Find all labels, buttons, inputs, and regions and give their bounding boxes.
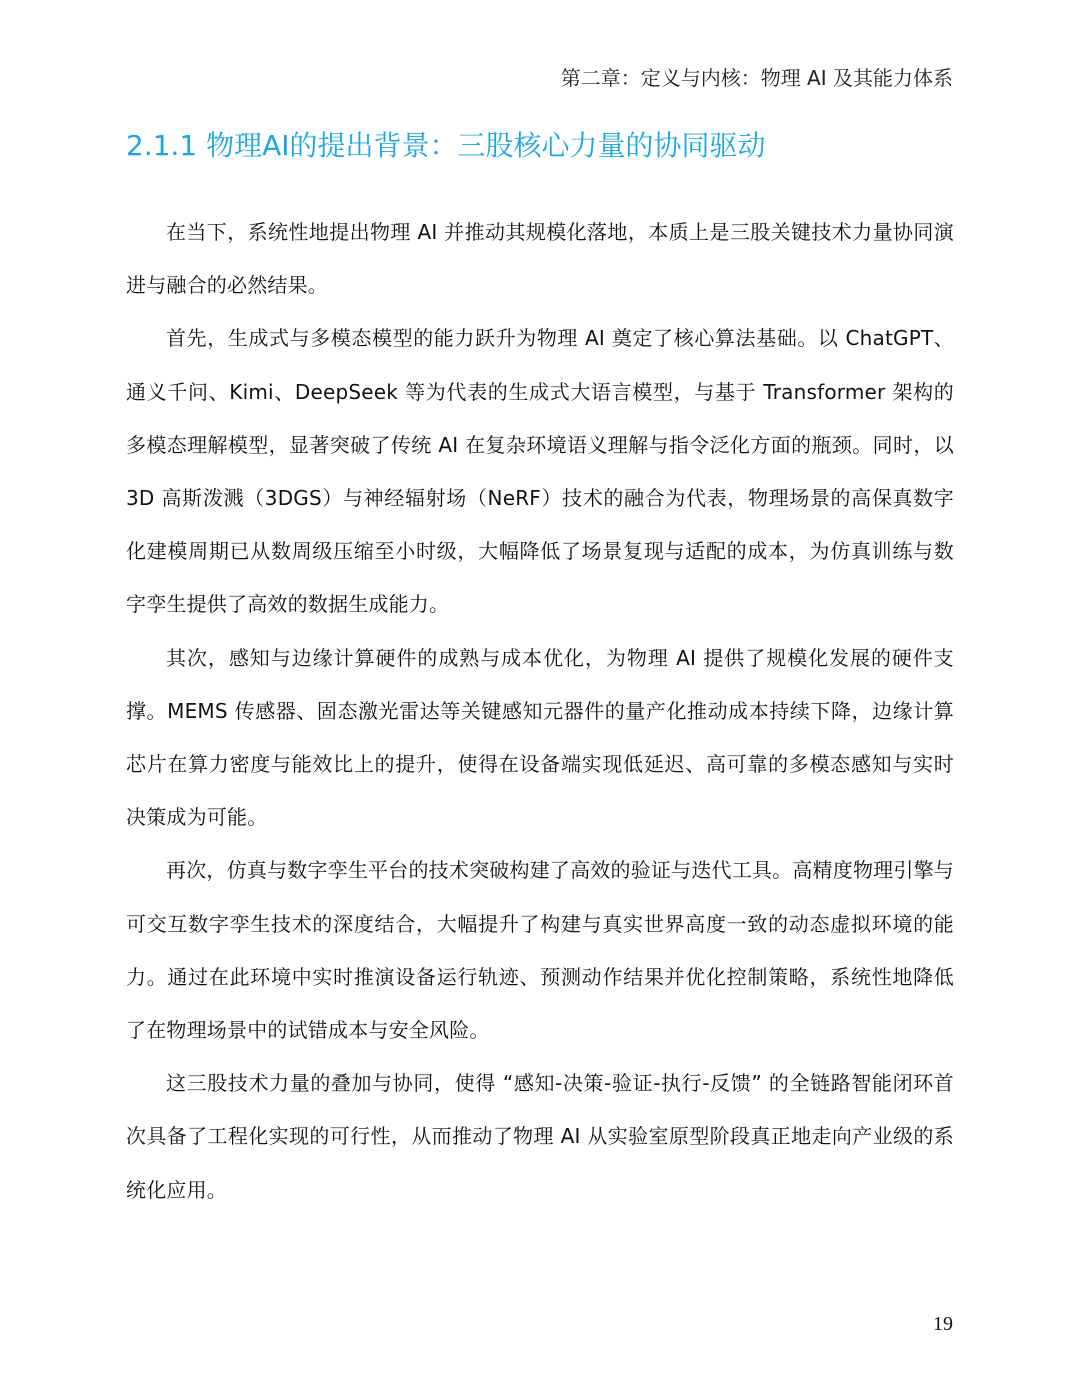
paragraph-intro: 在当下，系统性地提出物理 AI 并推动其规模化落地，本质上是三股关键技术力量协同演进与融合的必然结果。 [126, 220, 954, 298]
paragraph-second-force: 其次，感知与边缘计算硬件的成熟与成本优化，为物理 AI 提供了规模化发展的硬件支撑。MEMS 传感器、固态激光雷达等关键感知元器件的量产化推动成本持续下降，边缘计算芯片在算力密度与能效比上的提升，使得在设备端实现低延迟、高可靠的多模态感知与实时决策成为可能。 [126, 645, 954, 830]
section-heading: 2.1.1 物理AI的提出背景：三股核心力量的协同驱动 [126, 129, 766, 162]
page-number: 19 [933, 1313, 953, 1335]
page-header-chapter-title: 第二章：定义与内核：物理 AI 及其能力体系 [560, 66, 953, 90]
paragraph-conclusion: 这三股技术力量的叠加与协同，使得 “感知-决策-验证-执行-反馈” 的全链路智能闭环首次具备了工程化实现的可行性，从而推动了物理 AI 从实验室原型阶段真正地走向产业级的系统化应用。 [126, 1071, 954, 1202]
body-text [126, 206, 954, 1217]
paragraph-third-force: 再次，仿真与数字孪生平台的技术突破构建了高效的验证与迭代工具。高精度物理引擎与可交互数字孪生技术的深度结合，大幅提升了构建与真实世界高度一致的动态虚拟环境的能力。通过在此环境中实时推演设备运行轨迹、预测动作结果并优化控制策略，系统性地降低了在物理场景中的试错成本与安全风险。 [126, 858, 954, 1043]
paragraph-first-force: 首先，生成式与多模态模型的能力跃升为物理 AI 奠定了核心算法基础。以 ChatGPT、通义千问、Kimi、DeepSeek 等为代表的生成式大语言模型，与基于 Transformer 架构的多模态理解模型，显著突破了传统 AI 在复杂环境语义理解与指令泛化方面的瓶颈。同时，以 3D 高斯泼溅（3DGS）与神经辐射场（NeRF）技术的融合为代表，物理场景的高保真数字化建模周期已从数周级压缩至小时级，大幅降低了场景复现与适配的成本，为仿真训练与数字孪生提供了高效的数据生成能力。 [126, 326, 954, 617]
